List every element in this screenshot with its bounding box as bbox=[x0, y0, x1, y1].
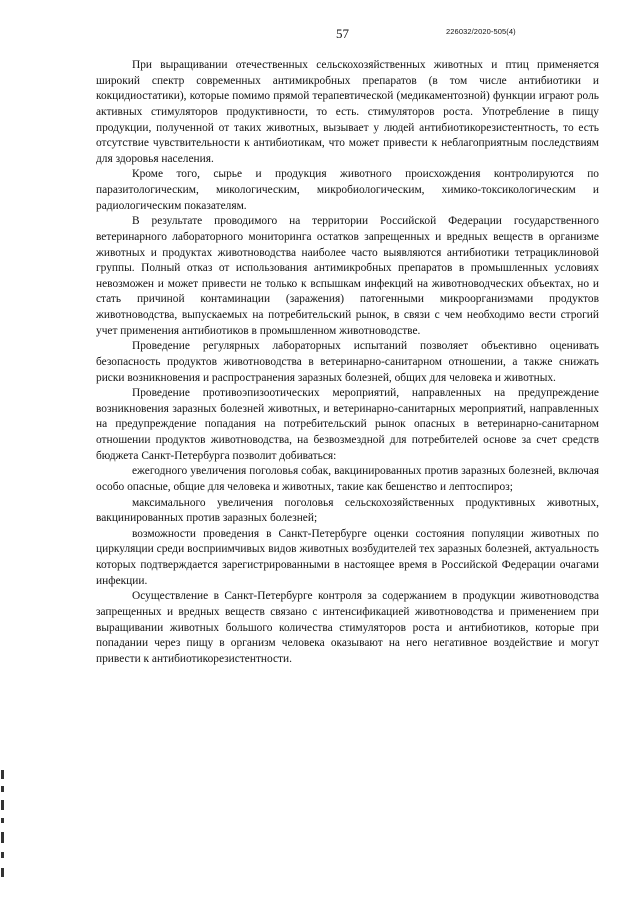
document-registration-code: 226032/2020-505(4) bbox=[446, 27, 516, 36]
paragraph-laboratory-testing: Проведение регулярных лабораторных испытаний позволяет объективно оценивать безопасность продуктов животноводства в ветеринарно-санитарном отношении, а также снижать риски возникновения и распространения заразных болезней, общих для человека и животных. bbox=[96, 340, 599, 384]
paragraph-livestock-vaccination: максимального увеличения поголовья сельскохозяйственных продуктивных животных, вакцинированных против заразных болезней; bbox=[96, 496, 599, 525]
paragraph-dog-vaccination: ежегодного увеличения поголовья собак, вакцинированных против заразных болезней, включая особо опасные, общие для человека и животных, такие как бешенство и лептоспироз; bbox=[96, 465, 599, 493]
document-body bbox=[96, 58, 599, 667]
scan-edge-marks bbox=[0, 770, 8, 890]
paragraph-raw-materials-control: Кроме того, сырье и продукция животного происхождения контролируются по паразитологическим, микологическим, микробиологическим, химико-токсикологическим и радиологическим показателям. bbox=[96, 168, 599, 212]
paragraph-monitoring-results: В результате проводимого на территории Российской Федерации государственного ветеринарного лабораторного мониторинга остатков запрещенных и вредных веществ в организме животных и продуктах животноводства наиболее часто выявляются антибиотики тетрациклиновой группы. Полный отказ от использования антимикробных препаратов в промышленных условиях невозможен и может привести не только к вспышкам инфекций на животноводческих объектах, но и стать причиной контаминации (заражения) патогенными микроорганизмами продуктов животноводства, выпускаемых на потребительский рынок, в связи с чем необходимо вести строгий учет применения антибиотиков в промышленном животноводстве. bbox=[96, 215, 599, 337]
paragraph-antiepizootic-measures: Проведение противоэпизоотических мероприятий, направленных на предупреждение возникновения заразных болезней животных, и ветеринарно-санитарных мероприятий, направленных на предупреждение попадания на потребительский рынок опасных в ветеринарно-санитарном отношении продуктов животноводства, на безвозмездной для потребителей основе за счет средств бюджета Санкт-Петербурга позволит добиваться: bbox=[96, 387, 599, 462]
page-number: 57 bbox=[336, 26, 349, 41]
paragraph-antimicrobials: При выращивании отечественных сельскохозяйственных животных и птиц применяется широкий спектр современных антимикробных препаратов (в том числе антибиотики и кокцидиостатики), которые помимо прямой терапевтической (медикаментозной) функции играют роль активных стимуляторов продуктивности, то есть. стимуляторов роста. Употребление в пищу продукции, полученной от таких животных, вызывает у людей антибиотикорезистентность, то есть отсутствие чувствительности к антибиотикам, что может привести к неблагоприятным последствиям для здоровья населения. bbox=[96, 59, 599, 165]
paragraph-residue-control: Осуществление в Санкт-Петербурге контроля за содержанием в продукции животноводства запрещенных и вредных веществ связано с интенсификацией животноводства и применением при выращивании животных большого количества стимуляторов роста и антибиотиков, которые при попадании через пищу в организм человека оказывают на него негативное воздействие и могут привести к антибиотикорезистентности. bbox=[96, 590, 599, 665]
paragraph-population-assessment: возможности проведения в Санкт-Петербурге оценки состояния популяции животных по циркуляции среди восприимчивых видов животных возбудителей тех заразных болезней, актуальность которых подтверждается зарегистрированными в настоящее время в Российской Федерации очагами инфекции. bbox=[96, 527, 599, 587]
